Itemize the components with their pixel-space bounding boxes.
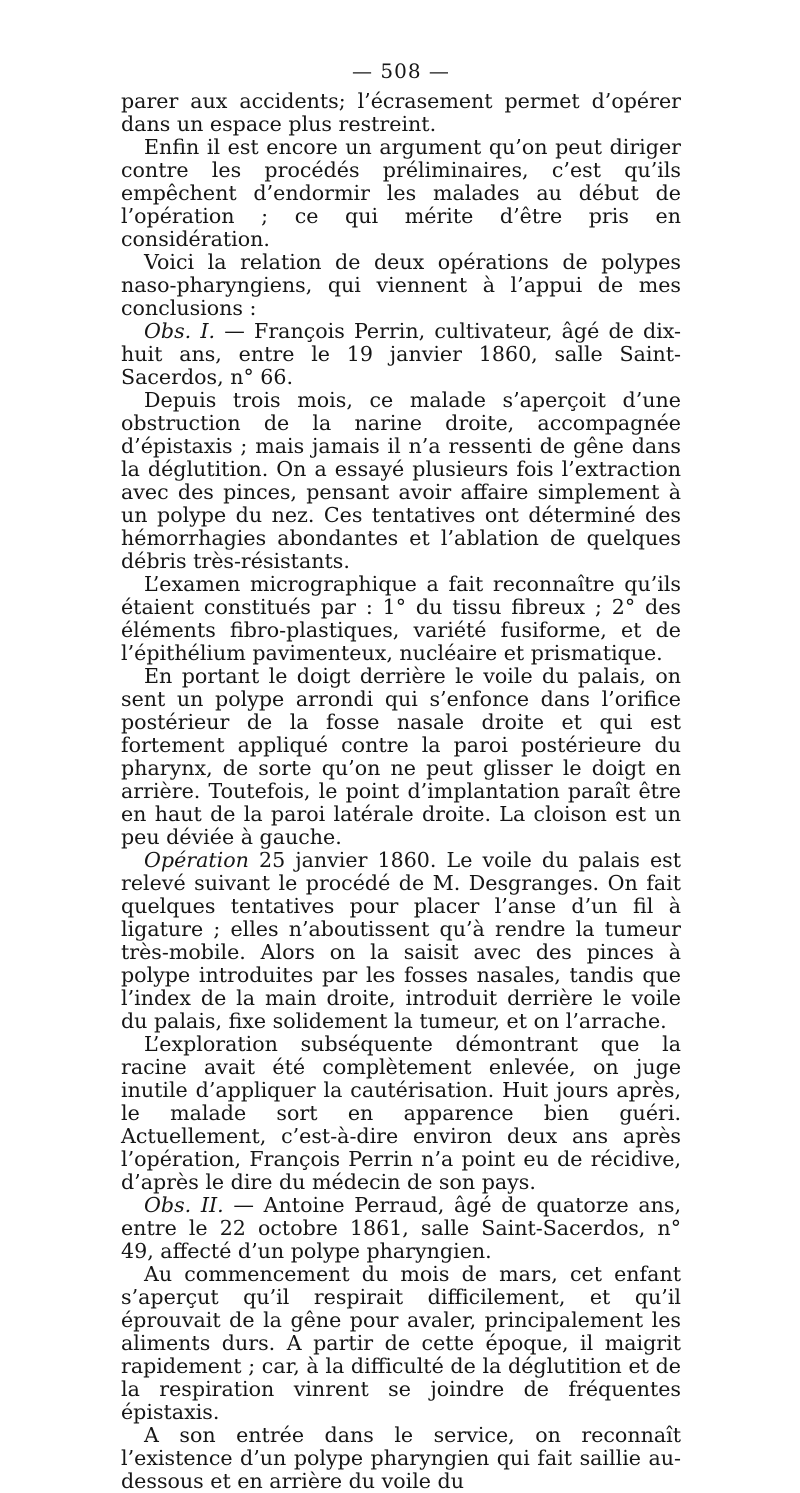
paragraph-symptoms [121, 1263, 681, 1424]
paragraph-intro-observations [121, 251, 681, 320]
paragraph-outcome [121, 1033, 681, 1194]
paragraph-text: 25 janvier 1860. Le voile du palais est relevé suivant le procédé de M. Desgranges. On fait quelques tentatives pour placer l’anse d’un fil à ligature ; elles n’aboutissent qu’à rendre la tumeur très-mobile. Alors on la saisit avec des pinces à polype introduites par les fosses nasales, tandis que l’index de la main droite, introduit derrière le voile du palais, fixe solidement la tumeur, et on l’arrache. [121, 848, 681, 1033]
operation-label: Opération [144, 848, 249, 872]
paragraph-text: Au commencement du mois de mars, cet enfant s’aperçut qu’il respirait difficilement, et qu’il éprouvait de la gêne pour avaler, principalement les aliments durs. A partir de cette époque, il maigrit rapidement ; car, à la difficulté de la déglutition et de la respiration vinrent se joindre de fréquentes épistaxis. [121, 1262, 681, 1424]
observation-label: Obs. I. [144, 319, 216, 343]
observation-label: Obs. II. [144, 1193, 224, 1217]
paragraph-continuation [121, 90, 681, 136]
paragraph-obs-1 [121, 320, 681, 389]
paragraph-argument [121, 136, 681, 251]
paragraph-micrography [121, 573, 681, 665]
page-number: — 508 — [352, 59, 450, 83]
paragraph-operation [121, 849, 681, 1033]
paragraph-text: Voici la relation de deux opérations de polypes naso-pharyngiens, qui viennent à l’appui de mes conclusions : [121, 250, 681, 320]
paragraph-text: En portant le doigt derrière le voile du palais, on sent un polype arrondi qui s’enfonce dans l’orifice postérieur de la fosse nasale droite et qui est fortement appliqué contre la paroi postérieure du pharynx, de sorte qu’on ne peut glisser le doigt en arrière. Toutefois, le point d’implantation paraît être en haut de la paroi latérale droite. La cloison est un peu déviée à gauche. [121, 664, 681, 849]
paragraph-text: L’exploration subséquente démontrant que la racine avait été complètement enlevée, on juge inutile d’appliquer la cautérisation. Huit jours après, le malade sort en apparence bien guéri. Actuellement, c’est-à-dire environ deux ans après l’opération, François Perrin n’a point eu de récidive, d’après le dire du médecin de son pays. [121, 1032, 681, 1194]
paragraph-text: Depuis trois mois, ce malade s’aperçoit d’une obstruction de la narine droite, accompagnée d’épistaxis ; mais jamais il n’a ressenti de gêne dans la déglutition. On a essayé plusieurs fois l’extraction avec des pinces, pensant avoir affaire simplement à un polype du nez. Ces tentatives ont déterminé des hémorrhagies abondantes et l’ablation de quelques débris très-résistants. [121, 388, 681, 573]
book-page [121, 58, 681, 1493]
paragraph-examination [121, 665, 681, 849]
paragraph-text: — Antoine Perraud, âgé de quatorze ans, entre le 22 octobre 1861, salle Saint-Sacerdos, n° 49, affecté d’un polype pharyngien. [121, 1193, 681, 1263]
paragraph-history [121, 389, 681, 573]
paragraph-obs-2 [121, 1194, 681, 1263]
paragraph-text: A son entrée dans le service, on reconnaît l’existence d’un polype pharyngien qui fait saillie au-dessous et en arrière du voile du [121, 1423, 681, 1493]
paragraph-admission [121, 1424, 681, 1493]
paragraph-text: L’examen micrographique a fait reconnaître qu’ils étaient constitués par : 1° du tissu fibreux ; 2° des éléments fibro-plastiques, variété fusiforme, et de l’épithélium pavimenteux, nucléaire et prismatique. [121, 572, 681, 665]
paragraph-text: parer aux accidents; l’écrasement permet d’opérer dans un espace plus restreint. [121, 89, 681, 136]
paragraph-text: — François Perrin, cultivateur, âgé de dix-huit ans, entre le 19 janvier 1860, salle Saint-Sacerdos, n° 66. [121, 319, 681, 389]
paragraph-text: Enfin il est encore un argument qu’on peut diriger contre les procédés préliminaires, c’est qu’ils empêchent d’endormir les malades au début de l’opération ; ce qui mérite d’être pris en considération. [121, 135, 681, 251]
